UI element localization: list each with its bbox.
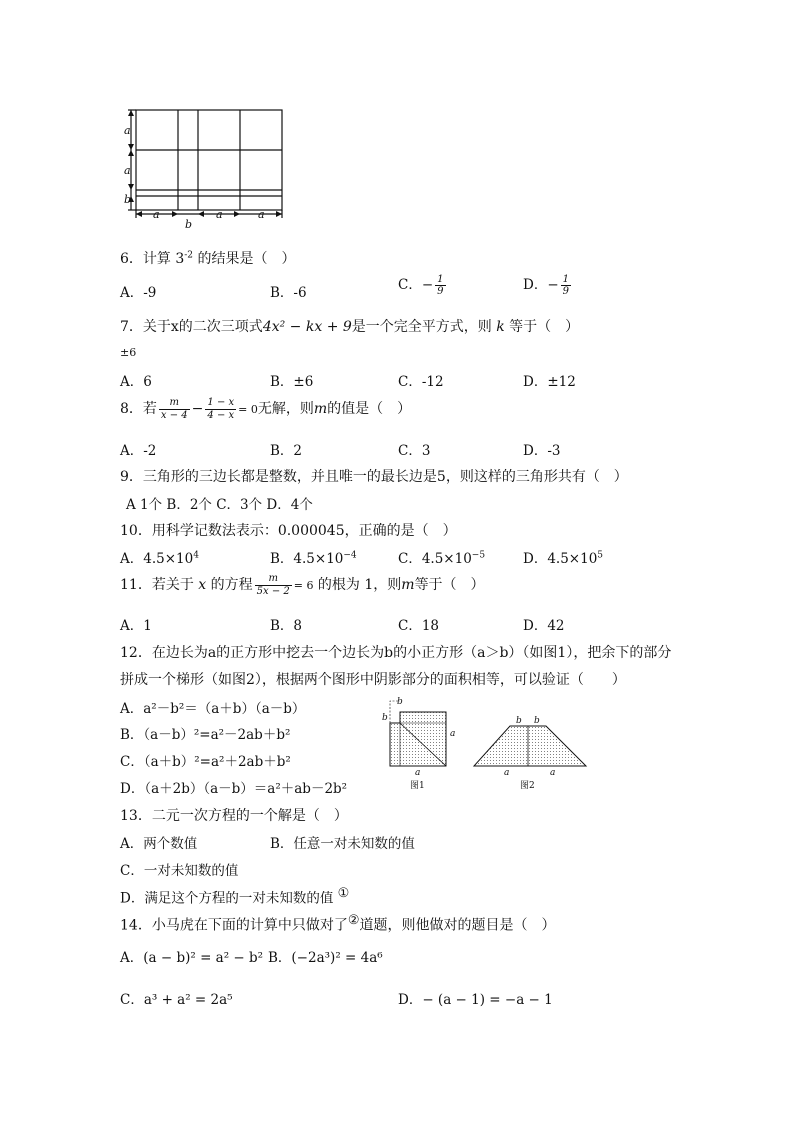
question-12-line1: 12．在边长为a的正方形中挖去一个边长为b的小正方形（a＞b）（如图1），把余下的部分	[120, 645, 672, 661]
q9-options[interactable]: A 1个 B．2个 C．3个 D．4个	[126, 497, 313, 513]
q7-stem-end: 等于（ ）	[509, 319, 580, 335]
dim-a-label: a	[258, 208, 265, 221]
fraction-denominator: 5x − 2	[256, 585, 290, 597]
dim-a-label: a	[124, 124, 131, 137]
dim-a-label: a	[216, 208, 223, 221]
dim-b-label: b	[124, 193, 132, 206]
q7-option-a[interactable]: A．6	[120, 374, 152, 390]
q11-variable-m: m	[401, 577, 415, 593]
circled-number-mark: ②	[347, 913, 360, 928]
dim-a-label: a	[124, 164, 131, 177]
q7-variable-k: k	[496, 319, 505, 335]
fraction	[205, 397, 236, 421]
q11-option-b[interactable]: B．8	[270, 618, 303, 634]
q8-stem-pre: 8．若	[120, 401, 157, 417]
fraction-numerator: m	[255, 573, 292, 586]
q7-option-b[interactable]: B．±6	[270, 374, 314, 390]
q10-option-d[interactable]	[523, 547, 603, 567]
q13-d-text: D．满足这个方程的一对未知数的值	[120, 890, 334, 907]
q8-variable-m: m	[313, 401, 328, 417]
fig1-caption: 图1	[410, 781, 425, 790]
q12-figures	[378, 696, 598, 790]
fraction	[255, 573, 292, 597]
dim-a-label: a	[153, 208, 160, 221]
q10-c-exponent: −5	[471, 550, 486, 561]
fraction-denominator: 9	[562, 286, 570, 297]
q7-expression: 4x² − kx + 9	[262, 319, 352, 335]
q10-a-base: A．4.5×10	[120, 551, 194, 567]
minus-sign: −	[191, 401, 204, 417]
fraction-denominator: x − 4	[160, 409, 188, 421]
q11-option-c[interactable]: C．18	[398, 618, 440, 634]
q14-option-c[interactable]: C．a³ + a² = 2a⁵	[120, 992, 233, 1008]
q10-option-c[interactable]	[398, 547, 485, 567]
question-12-line2: 拼成一个梯形（如图2），根据两个图形中阴影部分的面积相等，可以验证（ ）	[120, 672, 626, 688]
q12-option-a[interactable]: A．a²－b²＝（a＋b）（a－b）	[120, 701, 306, 717]
fig2-a-label: a	[504, 768, 510, 778]
q10-b-exponent: −4	[343, 550, 357, 561]
q7-note: ±6	[120, 346, 137, 359]
q10-d-base: D．4.5×10	[523, 551, 598, 567]
q14-option-a[interactable]: A．(a − b)² = a² − b²	[120, 950, 264, 966]
grid-figure	[120, 104, 290, 234]
fig1-a-bottom-label: a	[415, 768, 421, 778]
q7-stem-pre: 7．关于x的二次三项式	[120, 319, 263, 335]
q12-option-d[interactable]: D．（a＋2b）（a－b）＝a²＋ab－2b²	[120, 781, 348, 797]
q14-option-b[interactable]: B．(−2a³)² = 4a⁶	[268, 950, 383, 966]
q7-option-d[interactable]: D．±12	[523, 374, 576, 390]
q6-exponent: -2	[184, 250, 194, 261]
q11-option-a[interactable]: A．1	[120, 618, 152, 634]
fig1-a-right-label: a	[450, 729, 456, 739]
q13-option-d[interactable]	[120, 886, 349, 907]
fraction-numerator: 1	[562, 273, 570, 285]
q7-stem-post: 是一个完全平方式，则	[351, 319, 492, 335]
q11-stem-pre: 11．若关于	[120, 577, 194, 593]
question-8-stem	[120, 397, 411, 421]
q8-option-b[interactable]: B．2	[270, 443, 303, 459]
q7-option-c[interactable]: C．-12	[398, 374, 444, 390]
fig2-a-label: a	[550, 768, 556, 778]
question-6-stem	[120, 248, 296, 268]
q8-option-a[interactable]: A．-2	[120, 443, 157, 459]
equals-zero: = 0	[238, 403, 258, 416]
fraction	[159, 397, 190, 421]
fraction-numerator: 1	[437, 273, 444, 285]
q14-option-d[interactable]: D．− (a − 1) = −a − 1	[398, 992, 553, 1008]
q10-a-exponent: 4	[193, 550, 199, 561]
q8-stem-end: 的值是（ ）	[327, 401, 412, 417]
question-14-stem	[120, 913, 555, 935]
q13-option-c[interactable]: C．一对未知数的值	[120, 863, 239, 879]
fraction-denominator: 9	[437, 286, 444, 297]
q11-stem-post: 的根为 1，则	[317, 577, 402, 593]
q10-d-exponent: 5	[597, 550, 604, 561]
q8-stem-post: 无解，则	[257, 401, 314, 417]
q6-stem-pre: 6．计算 3	[120, 251, 185, 267]
q6-stem-post: 的结果是（ ）	[197, 251, 296, 267]
fraction	[435, 274, 445, 298]
fig1-b-left-label: b	[382, 713, 388, 723]
q13-option-b[interactable]: B．任意一对未知数的值	[270, 836, 415, 852]
q6-c-prefix: C．−	[398, 277, 434, 293]
q14-stem-pre: 14．小马虎在下面的计算中只做对了	[120, 917, 348, 934]
q11-option-d[interactable]: D．42	[523, 618, 565, 634]
q8-option-d[interactable]: D．-3	[523, 443, 561, 459]
q6-option-d[interactable]	[523, 273, 573, 298]
question-7-stem	[120, 316, 579, 336]
fig1-b-top-label: b	[397, 697, 403, 707]
fig2-b-label: b	[516, 716, 522, 726]
q10-option-a[interactable]	[120, 547, 199, 567]
question-11-stem	[120, 573, 485, 597]
q14-stem-post: 道题，则他做对的题目是（ ）	[359, 917, 556, 934]
q11-stem-end: 等于（ ）	[414, 577, 485, 593]
fraction-numerator: 1 − x	[207, 397, 235, 408]
dim-b-label: b	[185, 218, 193, 231]
question-9-stem: 9．三角形的三边长都是整数，并且唯一的最长边是5，则这样的三角形共有（ ）	[120, 469, 628, 485]
q10-c-base: C．4.5×10	[398, 551, 472, 567]
fraction-numerator: m	[159, 397, 190, 410]
fraction-denominator: 4 − x	[207, 409, 235, 421]
q10-b-base: B．4.5×10	[270, 551, 344, 567]
equals-six: = 6	[293, 579, 314, 592]
q12-option-b[interactable]: B．（a－b）²=a²－2ab＋b²	[120, 727, 291, 743]
q6-option-a[interactable]: A．-9	[120, 285, 157, 301]
q6-option-c[interactable]	[398, 273, 448, 298]
q6-d-prefix: D．−	[523, 277, 559, 293]
circled-number-mark: ①	[337, 886, 350, 901]
q8-option-c[interactable]: C．3	[398, 443, 431, 459]
question-10-stem: 10．用科学记数法表示：0.000045，正确的是（ ）	[120, 523, 457, 539]
question-13-stem: 13．二元一次方程的一个解是（ ）	[120, 808, 348, 824]
q10-option-b[interactable]	[270, 547, 357, 567]
fraction	[561, 274, 571, 298]
q11-stem-mid: 的方程	[210, 577, 253, 593]
q6-option-b[interactable]: B．-6	[270, 285, 307, 301]
q12-option-c[interactable]: C．（a＋b）²=a²＋2ab＋b²	[120, 754, 291, 770]
fig2-b-label: b	[534, 716, 540, 726]
q11-variable-x: x	[198, 577, 207, 593]
q13-option-a[interactable]: A．两个数值	[120, 836, 198, 852]
fig2-caption: 图2	[520, 781, 535, 790]
